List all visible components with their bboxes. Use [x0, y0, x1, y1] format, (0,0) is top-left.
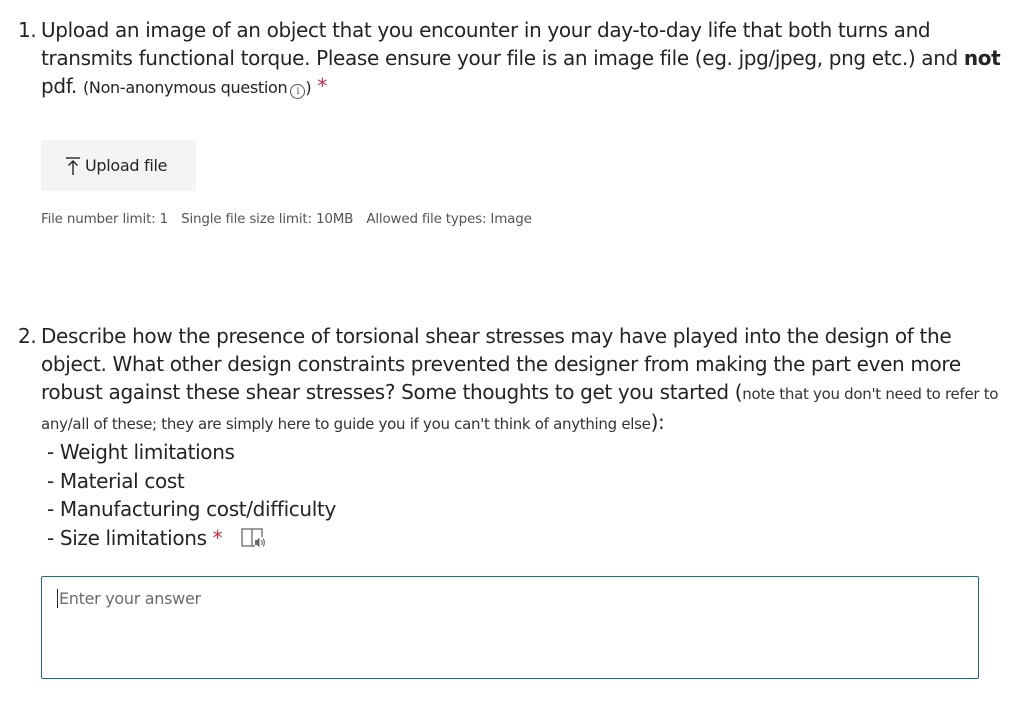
- file-size-limit: Single file size limit: 10MB: [181, 211, 354, 227]
- question-2-title: [18, 322, 1008, 438]
- list-item: - Size limitations: [47, 525, 207, 550]
- question-text-end: ):: [650, 410, 665, 434]
- non-anonymous-note: [83, 78, 311, 97]
- note-text: (Non-anonymous question: [82, 78, 288, 97]
- question-1: [18, 16, 1008, 102]
- list-item: - Weight limitations: [47, 440, 235, 464]
- text-caret: [57, 589, 58, 608]
- question-text-part: Describe how the presence of torsional shear stresses may have played into the design of the object. What other design constraints prevented the designer from making the part even more robust against these shear stresses? Some thoughts to get you started (: [41, 324, 961, 404]
- question-number: 1.: [18, 18, 37, 42]
- file-type-limit: Allowed file types: Image: [366, 211, 532, 227]
- question-text-bold: not: [963, 46, 1001, 70]
- list-item: - Manufacturing cost/difficulty: [47, 497, 336, 521]
- file-number-limit: File number limit: 1: [41, 211, 168, 227]
- file-limits: [41, 211, 541, 227]
- question-2: [18, 322, 1008, 552]
- question-text: [41, 16, 1008, 102]
- answer-input[interactable]: [41, 576, 979, 679]
- required-asterisk: *: [212, 525, 223, 550]
- constraint-list: [18, 438, 1008, 552]
- question-text: [41, 322, 1008, 438]
- list-item: - Material cost: [47, 468, 185, 493]
- question-hint: note that you don't need to refer to any/all of these; they are simply here to guide you if you can't think of anything else: [41, 385, 999, 433]
- info-icon[interactable]: i: [290, 84, 305, 99]
- upload-icon: [65, 156, 81, 176]
- immersive-reader-icon[interactable]: [240, 526, 266, 550]
- required-asterisk: *: [317, 74, 327, 98]
- question-text-part: Upload an image of an object that you encounter in your day-to-day life that both turns and transmits functional torque. Please ensure your file is an image file (eg. jpg/jpeg, png etc.) and: [41, 18, 964, 70]
- note-close: ): [305, 78, 312, 97]
- list-item-last: [47, 524, 1008, 553]
- question-1-title: [18, 16, 1008, 102]
- upload-file-button[interactable]: [41, 140, 196, 191]
- upload-file-label: Upload file: [85, 156, 168, 175]
- question-number: 2.: [18, 324, 37, 348]
- question-text-part: pdf.: [41, 74, 77, 98]
- answer-placeholder: Enter your answer: [59, 589, 201, 608]
